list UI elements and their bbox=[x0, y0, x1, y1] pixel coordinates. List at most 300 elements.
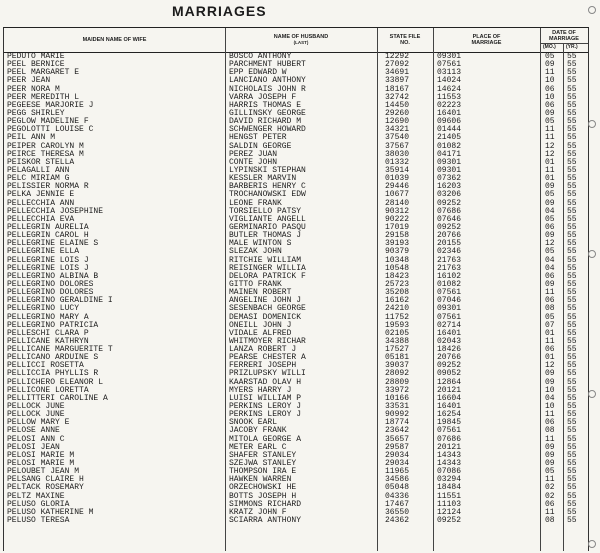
state-file-no: 28092 bbox=[385, 369, 410, 379]
marriage-year: 55 bbox=[567, 369, 577, 379]
husband-name: LUISI WILLIAM P bbox=[229, 393, 302, 403]
state-file-no: 34691 bbox=[385, 68, 410, 78]
husband-name: ANGELINE JOHN J bbox=[229, 296, 302, 306]
state-file-no: 25723 bbox=[385, 279, 410, 289]
state-file-no: 10677 bbox=[385, 190, 410, 200]
header-place bbox=[433, 28, 540, 52]
wife-name: PEGEESE MARJORIE J bbox=[7, 100, 94, 110]
place-of-marriage: 20121 bbox=[437, 442, 462, 452]
marriage-month: 12 bbox=[545, 239, 555, 249]
wife-name: PELLITTERI CAROLINE A bbox=[7, 393, 108, 403]
wife-name: PELLEGRINO DOLORES bbox=[7, 288, 94, 298]
table-row bbox=[4, 460, 588, 468]
husband-name: SCHWENGER HOWARD bbox=[229, 125, 306, 135]
place-of-marriage: 20155 bbox=[437, 239, 462, 249]
husband-name: RITCHIE WILLIAM bbox=[229, 255, 302, 265]
marriage-month: 11 bbox=[545, 336, 555, 346]
husband-name: FERRERI JOSEPH bbox=[229, 361, 297, 371]
husband-name: SLEZAK JOHN bbox=[229, 247, 282, 257]
wife-name: PELUSO TERESA bbox=[7, 516, 70, 526]
place-of-marriage: 07686 bbox=[437, 434, 462, 444]
marriage-year: 55 bbox=[567, 92, 577, 102]
state-file-no: 01039 bbox=[385, 174, 410, 184]
marriage-year: 55 bbox=[567, 165, 577, 175]
header-date bbox=[540, 28, 588, 43]
marriage-month: 12 bbox=[545, 361, 555, 371]
marriage-month: 09 bbox=[545, 442, 555, 452]
table-row bbox=[4, 452, 588, 460]
place-of-marriage: 11551 bbox=[437, 491, 462, 501]
place-of-marriage: 09301 bbox=[437, 52, 462, 61]
marriage-year: 55 bbox=[567, 247, 577, 257]
wife-name: PEIPER CAROLYN M bbox=[7, 141, 84, 151]
marriage-month: 04 bbox=[545, 393, 555, 403]
state-file-no: 35914 bbox=[385, 165, 410, 175]
husband-name: METER EARL C bbox=[229, 442, 287, 452]
wife-name: PELLICANE KATHRYN bbox=[7, 336, 89, 346]
marriage-month: 04 bbox=[545, 263, 555, 273]
husband-name: SESENBACH GEORGE bbox=[229, 304, 306, 314]
wife-name: PELSANG CLAIRE H bbox=[7, 475, 84, 485]
marriage-year: 55 bbox=[567, 475, 577, 485]
marriage-month: 09 bbox=[545, 231, 555, 241]
state-file-no: 18167 bbox=[385, 84, 410, 94]
wife-name: PELLECCHIA ANN bbox=[7, 198, 75, 208]
film-margin-mark bbox=[588, 120, 596, 128]
state-file-no: 29158 bbox=[385, 231, 410, 241]
marriage-year: 55 bbox=[567, 361, 577, 371]
state-file-no: 27092 bbox=[385, 60, 410, 70]
marriage-year: 55 bbox=[567, 385, 577, 395]
wife-name: PELLOCK JUNE bbox=[7, 410, 65, 420]
place-of-marriage: 21763 bbox=[437, 263, 462, 273]
table-row bbox=[4, 436, 588, 444]
wife-name: PEISKOR STELLA bbox=[7, 157, 75, 167]
marriage-month: 04 bbox=[545, 255, 555, 265]
marriage-month: 11 bbox=[545, 68, 555, 78]
place-of-marriage: 19845 bbox=[437, 418, 462, 428]
wife-name: PELLEGRINO GERALDINE I bbox=[7, 296, 113, 306]
wife-name: PELOSI JEAN bbox=[7, 442, 60, 452]
marriage-month: 09 bbox=[545, 377, 555, 387]
marriage-month: 11 bbox=[545, 410, 555, 420]
place-of-marriage: 07686 bbox=[437, 206, 462, 216]
place-of-marriage: 03206 bbox=[437, 190, 462, 200]
state-file-no: 04336 bbox=[385, 491, 410, 501]
header-date-label: DATE OF MARRIAGE bbox=[549, 29, 579, 42]
husband-name: LYPINSKI STEPHAN bbox=[229, 165, 306, 175]
state-file-no: 36550 bbox=[385, 507, 410, 517]
place-of-marriage: 20766 bbox=[437, 353, 462, 363]
place-of-marriage: 07561 bbox=[437, 312, 462, 322]
state-file-no: 34586 bbox=[385, 475, 410, 485]
wife-name: PELUSO KATHERINE M bbox=[7, 507, 94, 517]
husband-name: PEARSE CHESTER A bbox=[229, 353, 306, 363]
state-file-no: 12690 bbox=[385, 117, 410, 127]
wife-name: PELLEGRINO ALBINA B bbox=[7, 271, 99, 281]
marriage-year: 55 bbox=[567, 141, 577, 151]
marriage-year: 55 bbox=[567, 125, 577, 135]
state-file-no: 90992 bbox=[385, 410, 410, 420]
table-row bbox=[4, 61, 588, 69]
header-husband bbox=[225, 28, 377, 52]
place-of-marriage: 16401 bbox=[437, 402, 462, 412]
wife-name: PELLEGRINO MARY A bbox=[7, 312, 89, 322]
marriage-month: 05 bbox=[545, 117, 555, 127]
table-row bbox=[4, 322, 588, 330]
husband-name: PRIZLUPSKY WILLI bbox=[229, 369, 306, 379]
wife-name: PEGLOW MADELINE F bbox=[7, 117, 89, 127]
place-of-marriage: 16401 bbox=[437, 328, 462, 338]
place-of-marriage: 07561 bbox=[437, 426, 462, 436]
husband-name: HARRIS THOMAS E bbox=[229, 100, 302, 110]
marriage-year: 55 bbox=[567, 410, 577, 420]
marriage-month: 01 bbox=[545, 328, 555, 338]
state-file-no: 35208 bbox=[385, 288, 410, 298]
place-of-marriage: 03294 bbox=[437, 475, 462, 485]
state-file-no: 10166 bbox=[385, 393, 410, 403]
header-file bbox=[377, 28, 433, 52]
state-file-no: 01332 bbox=[385, 157, 410, 167]
state-file-no: 28809 bbox=[385, 377, 410, 387]
marriage-year: 55 bbox=[567, 174, 577, 184]
marriage-month: 11 bbox=[545, 507, 555, 517]
husband-name: LANCIANO ANTHONY bbox=[229, 76, 306, 86]
state-file-no: 10348 bbox=[385, 255, 410, 265]
husband-name: PARCHMENT HUBERT bbox=[229, 60, 306, 70]
marriage-month: 11 bbox=[545, 133, 555, 143]
marriage-year: 55 bbox=[567, 434, 577, 444]
marriage-month: 08 bbox=[545, 426, 555, 436]
state-file-no: 11752 bbox=[385, 312, 410, 322]
place-of-marriage: 09606 bbox=[437, 117, 462, 127]
state-file-no: 10548 bbox=[385, 263, 410, 273]
marriage-year: 55 bbox=[567, 214, 577, 224]
wife-name: PELKA JENNIE E bbox=[7, 190, 75, 200]
marriage-year: 55 bbox=[567, 76, 577, 86]
husband-name: MITOLA GEORGE A bbox=[229, 434, 302, 444]
wife-name: PELOSI MARIE M bbox=[7, 450, 75, 460]
place-of-marriage: 09301 bbox=[437, 165, 462, 175]
state-file-no: 16162 bbox=[385, 296, 410, 306]
state-file-no: 37567 bbox=[385, 141, 410, 151]
marriage-month: 06 bbox=[545, 100, 555, 110]
film-margin-mark bbox=[588, 6, 596, 14]
wife-name: PELOSI MARIE M bbox=[7, 459, 75, 469]
marriage-month: 05 bbox=[545, 52, 555, 61]
state-file-no: 39037 bbox=[385, 361, 410, 371]
place-of-marriage: 02346 bbox=[437, 247, 462, 257]
marriage-month: 09 bbox=[545, 182, 555, 192]
marriage-month: 06 bbox=[545, 271, 555, 281]
header-wife: MAIDEN NAME OF WIFE bbox=[82, 37, 147, 43]
husband-name: HENGST PETER bbox=[229, 133, 287, 143]
husband-name: MAINEN ROBERT bbox=[229, 288, 292, 298]
film-margin-mark bbox=[588, 250, 596, 258]
place-of-marriage: 12124 bbox=[437, 507, 462, 517]
state-file-no: 29034 bbox=[385, 450, 410, 460]
husband-name: BARBERIS HENRY C bbox=[229, 182, 306, 192]
marriage-month: 06 bbox=[545, 84, 555, 94]
table-body bbox=[4, 53, 588, 525]
wife-name: PEGOLOTTI LOUISE C bbox=[7, 125, 94, 135]
husband-name: MALE WINTON S bbox=[229, 239, 292, 249]
place-of-marriage: 11103 bbox=[437, 499, 462, 509]
marriage-year: 55 bbox=[567, 328, 577, 338]
marriage-month: 11 bbox=[545, 434, 555, 444]
wife-name: PEEL MARGARET E bbox=[7, 68, 80, 78]
marriage-month: 11 bbox=[545, 288, 555, 298]
wife-name: PELLEGRINE ELLA bbox=[7, 247, 80, 257]
table-row bbox=[4, 379, 588, 387]
marriage-month: 01 bbox=[545, 353, 555, 363]
marriage-year: 55 bbox=[567, 271, 577, 281]
place-of-marriage: 18484 bbox=[437, 483, 462, 493]
state-file-no: 12292 bbox=[385, 52, 410, 61]
husband-name: GILLINSKY GEORGE bbox=[229, 108, 306, 118]
wife-name: PEER MEREDITH L bbox=[7, 92, 80, 102]
place-of-marriage: 16604 bbox=[437, 393, 462, 403]
marriage-year: 55 bbox=[567, 231, 577, 241]
husband-name: TROCHANOWSKI EDW bbox=[229, 190, 306, 200]
wife-name: PELLICCI ROSETTA bbox=[7, 361, 84, 371]
table-row bbox=[4, 143, 588, 151]
wife-name: PELLEGRINE LOIS J bbox=[7, 255, 89, 265]
marriage-year: 55 bbox=[567, 296, 577, 306]
header-husband-label: NAME OF HUSBAND bbox=[273, 34, 329, 40]
wife-name: PEIL ANN M bbox=[7, 133, 56, 143]
header-place-label: PLACE OF MARRIAGE bbox=[471, 34, 502, 46]
marriage-year: 55 bbox=[567, 336, 577, 346]
place-of-marriage: 07561 bbox=[437, 60, 462, 70]
marriage-month: 05 bbox=[545, 247, 555, 257]
marriage-month: 05 bbox=[545, 214, 555, 224]
husband-name: JACOBY FRANK bbox=[229, 426, 287, 436]
place-of-marriage: 09252 bbox=[437, 198, 462, 208]
wife-name: PELLEGRINO DOLORES bbox=[7, 279, 94, 289]
marriage-year: 55 bbox=[567, 133, 577, 143]
husband-name: TORSIELLO PATSY bbox=[229, 206, 302, 216]
marriage-month: 10 bbox=[545, 385, 555, 395]
wife-name: PELLECCHIA JOSEPHINE bbox=[7, 206, 104, 216]
wife-name: PELC MIRIAM G bbox=[7, 174, 70, 184]
place-of-marriage: 09252 bbox=[437, 222, 462, 232]
table-row bbox=[4, 240, 588, 248]
table-row bbox=[4, 411, 588, 419]
marriage-year: 55 bbox=[567, 491, 577, 501]
marriage-year: 55 bbox=[567, 279, 577, 289]
table-row bbox=[4, 167, 588, 175]
husband-name: SALDIN GEORGE bbox=[229, 141, 292, 151]
place-of-marriage: 01082 bbox=[437, 141, 462, 151]
marriage-year: 55 bbox=[567, 117, 577, 127]
place-of-marriage: 16254 bbox=[437, 410, 462, 420]
place-of-marriage: 09301 bbox=[437, 157, 462, 167]
state-file-no: 05181 bbox=[385, 353, 410, 363]
marriage-year: 55 bbox=[567, 377, 577, 387]
wife-name: PELLICANO ARDUINE S bbox=[7, 353, 99, 363]
husband-name: SHAFER STANLEY bbox=[229, 450, 297, 460]
table-row bbox=[4, 354, 588, 362]
marriage-month: 10 bbox=[545, 402, 555, 412]
table-row bbox=[4, 191, 588, 199]
husband-name: EPP EDWARD W bbox=[229, 68, 287, 78]
place-of-marriage: 07561 bbox=[437, 288, 462, 298]
marriage-month: 12 bbox=[545, 141, 555, 151]
place-of-marriage: 02714 bbox=[437, 320, 462, 330]
wife-name: PELISSIER NORMA R bbox=[7, 182, 89, 192]
marriage-month: 02 bbox=[545, 483, 555, 493]
husband-name: SNOOK EARL bbox=[229, 418, 278, 428]
marriage-year: 55 bbox=[567, 467, 577, 477]
header-file-label: STATE FILE NO. bbox=[389, 34, 421, 46]
place-of-marriage: 03113 bbox=[437, 68, 462, 78]
state-file-no: 19593 bbox=[385, 320, 410, 330]
state-file-no: 23642 bbox=[385, 426, 410, 436]
marriage-month: 09 bbox=[545, 450, 555, 460]
place-of-marriage: 07646 bbox=[437, 214, 462, 224]
husband-name: THOMPSON IRA E bbox=[229, 467, 297, 477]
place-of-marriage: 01082 bbox=[437, 279, 462, 289]
header-yr: (YR.) bbox=[566, 44, 578, 50]
state-file-no: 35657 bbox=[385, 434, 410, 444]
wife-name: PELTZ MAXINE bbox=[7, 491, 65, 501]
marriage-year: 55 bbox=[567, 222, 577, 232]
wife-name: PELLICCIA PHYLLIS R bbox=[7, 369, 99, 379]
place-of-marriage: 01444 bbox=[437, 125, 462, 135]
place-of-marriage: 07362 bbox=[437, 174, 462, 184]
husband-name: BUTLER THOMAS J bbox=[229, 231, 302, 241]
table-row bbox=[4, 134, 588, 142]
marriage-month: 11 bbox=[545, 165, 555, 175]
place-of-marriage: 21763 bbox=[437, 255, 462, 265]
marriage-month: 04 bbox=[545, 206, 555, 216]
marriage-year: 55 bbox=[567, 182, 577, 192]
wife-name: PELLECCHIA EVA bbox=[7, 214, 75, 224]
state-file-no: 18774 bbox=[385, 418, 410, 428]
state-file-no: 18423 bbox=[385, 271, 410, 281]
marriage-month: 07 bbox=[545, 320, 555, 330]
marriage-year: 55 bbox=[567, 345, 577, 355]
husband-name: VARRA JOSEPH F bbox=[229, 92, 297, 102]
marriage-month: 01 bbox=[545, 174, 555, 184]
husband-name: PERKINS LEROY J bbox=[229, 410, 302, 420]
husband-name: CONTE JOHN bbox=[229, 157, 278, 167]
marriage-month: 09 bbox=[545, 60, 555, 70]
place-of-marriage: 09252 bbox=[437, 516, 462, 526]
place-of-marriage: 20121 bbox=[437, 385, 462, 395]
marriage-year: 55 bbox=[567, 459, 577, 469]
state-file-no: 90222 bbox=[385, 214, 410, 224]
state-file-no: 29446 bbox=[385, 182, 410, 192]
table-row bbox=[4, 444, 588, 452]
marriage-month: 11 bbox=[545, 475, 555, 485]
marriage-month: 05 bbox=[545, 467, 555, 477]
state-file-no: 17527 bbox=[385, 345, 410, 355]
state-file-no: 33897 bbox=[385, 76, 410, 86]
marriage-month: 08 bbox=[545, 516, 555, 526]
husband-name: PERKINS LEROY J bbox=[229, 402, 302, 412]
state-file-no: 17467 bbox=[385, 499, 410, 509]
marriage-year: 55 bbox=[567, 499, 577, 509]
wife-name: PELLEGRINE LOIS J bbox=[7, 263, 89, 273]
husband-name: SCIARRA ANTHONY bbox=[229, 516, 302, 526]
marriage-year: 55 bbox=[567, 68, 577, 78]
wife-name: PELAGALLI ANN bbox=[7, 165, 70, 175]
state-file-no: 33972 bbox=[385, 385, 410, 395]
state-file-no: 14450 bbox=[385, 100, 410, 110]
marriage-year: 55 bbox=[567, 206, 577, 216]
marriage-year: 55 bbox=[567, 52, 577, 61]
marriage-year: 55 bbox=[567, 353, 577, 363]
place-of-marriage: 21405 bbox=[437, 133, 462, 143]
marriage-year: 55 bbox=[567, 516, 577, 526]
husband-name: SZEJWA STANLEY bbox=[229, 459, 297, 469]
marriage-month: 01 bbox=[545, 157, 555, 167]
marriage-year: 55 bbox=[567, 393, 577, 403]
husband-name: LEONE FRANK bbox=[229, 198, 282, 208]
state-file-no: 39193 bbox=[385, 239, 410, 249]
table-row bbox=[4, 419, 588, 427]
state-file-no: 11965 bbox=[385, 467, 410, 477]
marriage-month: 06 bbox=[545, 418, 555, 428]
marriage-year: 55 bbox=[567, 442, 577, 452]
husband-name: VIGLIANTE ANGELL bbox=[229, 214, 306, 224]
place-of-marriage: 02223 bbox=[437, 100, 462, 110]
husband-name: HAWKEN WARREN bbox=[229, 475, 292, 485]
film-margin-mark bbox=[588, 540, 596, 548]
table-header bbox=[4, 28, 588, 53]
place-of-marriage: 07086 bbox=[437, 467, 462, 477]
place-of-marriage: 16102 bbox=[437, 271, 462, 281]
marriage-year: 55 bbox=[567, 84, 577, 94]
marriage-year: 55 bbox=[567, 450, 577, 460]
marriage-year: 55 bbox=[567, 312, 577, 322]
husband-name: DELORA PATRICK F bbox=[229, 271, 306, 281]
place-of-marriage: 16401 bbox=[437, 108, 462, 118]
marriage-month: 09 bbox=[545, 369, 555, 379]
place-of-marriage: 09052 bbox=[437, 369, 462, 379]
table-row bbox=[4, 484, 588, 492]
marriage-year: 55 bbox=[567, 288, 577, 298]
wife-name: PELLICANE MARGUERITE T bbox=[7, 345, 113, 355]
place-of-marriage: 09252 bbox=[437, 361, 462, 371]
wife-name: PELLEGRINE ELAINE S bbox=[7, 239, 99, 249]
header-husband-sub: (LAST) bbox=[293, 40, 309, 45]
state-file-no: 33531 bbox=[385, 402, 410, 412]
marriage-year: 55 bbox=[567, 426, 577, 436]
state-file-no: 17019 bbox=[385, 222, 410, 232]
wife-name: PEER JEAN bbox=[7, 76, 51, 86]
page-title: MARRIAGES bbox=[172, 3, 267, 19]
place-of-marriage: 14024 bbox=[437, 76, 462, 86]
state-file-no: 24210 bbox=[385, 304, 410, 314]
marriage-month: 02 bbox=[545, 491, 555, 501]
wife-name: PEGG SHIRLEY bbox=[7, 108, 65, 118]
marriage-year: 55 bbox=[567, 402, 577, 412]
wife-name: PELLEGRIN AURELIA bbox=[7, 222, 89, 232]
place-of-marriage: 02043 bbox=[437, 336, 462, 346]
marriage-month: 06 bbox=[545, 222, 555, 232]
place-of-marriage: 14343 bbox=[437, 450, 462, 460]
marriage-month: 08 bbox=[545, 304, 555, 314]
husband-name: DAVID RICHARD M bbox=[229, 117, 302, 127]
husband-name: LANZA ROBERT J bbox=[229, 345, 297, 355]
wife-name: PELLEGRINO PATRICIA bbox=[7, 320, 99, 330]
marriage-month: 09 bbox=[545, 108, 555, 118]
marriage-month: 06 bbox=[545, 345, 555, 355]
state-file-no: 02105 bbox=[385, 328, 410, 338]
